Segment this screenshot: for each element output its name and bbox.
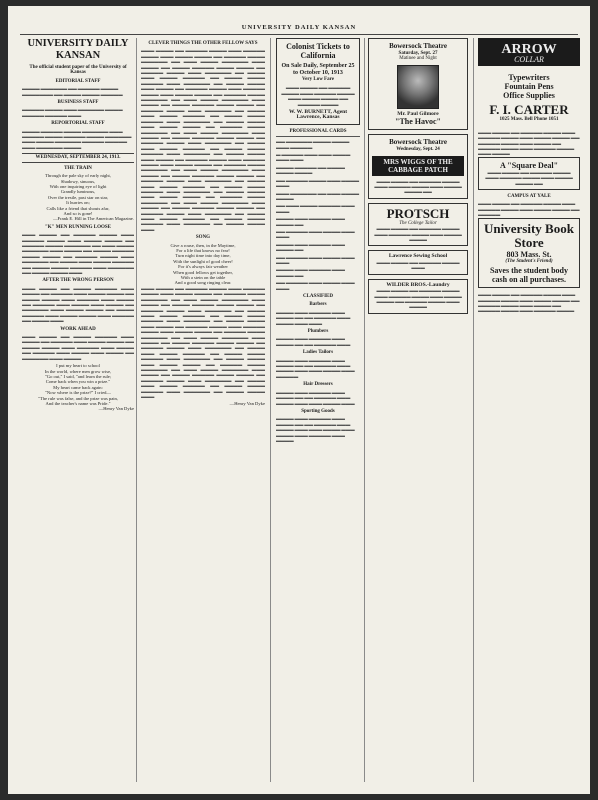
credit: —Henry Van Dyke <box>229 401 265 407</box>
poem: I put my heart to school In the world, where men grow wise, "Go out," I said, "and learn the rule; Come back when you win a prize." My heart came back again: "Now where is the prize?" I cried— "The rule was false, and the prize was pain, And the teacher's name was Pride." —Henry Van Dyke <box>38 363 134 412</box>
article-heading: SONG <box>195 235 211 241</box>
column-1 <box>22 38 134 788</box>
theatre-ad: Bowersock Theatre Saturday, Sept. 27 Matinee and Night Mr. Paul Gilmore "The Havoc" <box>368 38 468 130</box>
theatre-ad: Bowersock Theatre Wednesday, Sept. 24 MRS WIGGS OF THE CABBAGE PATCH ▬▬▬ ▬▬▬▬ ▬▬ ▬▬▬▬▬ ▬▬▬▬ ▬▬▬ ▬▬▬▬▬ ▬▬▬▬ ▬▬▬ ▬▬▬▬ ▬▬▬▬ ▬▬ <box>368 134 468 199</box>
bookstore-ad: University Book Store 803 Mass. St. (The Student's Friend) Saves the student body cash on all purchases. <box>478 218 580 288</box>
article-heading: WORK AHEAD <box>60 326 96 332</box>
column-divider <box>136 38 137 782</box>
sewing-school-ad: Lawrence Sewing School ▬▬▬ ▬▬▬▬ ▬▬ ▬▬▬▬▬ ▬▬▬▬ ▬▬▬ <box>368 250 468 274</box>
section-heading: Sporting Goods <box>301 408 335 414</box>
article-heading: THE TRAIN <box>64 165 92 171</box>
staff-list: ▬▬▬▬ ▬▬▬▬▬▬ ▬▬ ▬▬▬▬▬ ▬▬▬▬ ▬▬▬▬▬▬▬ ▬▬ ▬▬▬▬ ▬▬▬▬ ▬▬▬▬▬ <box>22 86 123 97</box>
newspaper-page <box>8 6 590 794</box>
section-heading: Plumbers <box>307 329 329 335</box>
section-heading: Barbers <box>309 302 327 308</box>
section-heading: Ladies Tailors <box>302 350 334 356</box>
article-body: ▬▬▬ ▬▬▬▬ ▬▬ ▬▬▬▬▬ ▬▬▬▬ ▬▬▬ ▬▬▬▬▬ ▬▬▬▬ ▬▬▬ ▬▬▬▬ ▬▬▬▬ ▬▬ ▬▬▬▬▬ ▬▬▬▬ ▬▬▬▬▬▬ ▬▬ ▬▬▬ ▬▬▬▬ ▬▬▬▬▬▬ ▬▬▬ ▬▬▬▬ ▬▬ ▬▬▬▬ ▬▬▬▬▬ ▬▬▬▬ ▬▬▬▬ ▬▬ ▬▬▬▬▬ ▬▬▬▬ ▬▬▬ ▬▬▬▬▬▬ ▬▬ ▬▬▬▬ ▬▬▬ ▬▬▬▬ ▬▬▬▬▬ ▬▬ ▬▬▬▬ ▬▬▬▬ ▬▬▬▬▬ ▬▬▬ ▬▬▬▬▬▬ ▬▬ ▬▬▬▬ ▬▬▬▬ ▬▬▬ ▬▬▬▬ ▬▬ ▬▬▬▬▬ ▬▬▬▬ ▬▬▬ ▬▬▬▬▬ ▬▬▬▬ ▬▬▬ ▬▬▬▬ ▬▬▬▬ ▬▬ ▬▬▬▬▬ ▬▬▬▬ ▬▬▬▬▬▬ ▬▬ ▬▬▬ ▬▬▬▬ ▬▬▬▬▬▬ ▬▬▬ ▬▬▬▬ ▬▬ ▬▬▬▬ ▬▬▬▬▬ ▬▬▬▬ ▬▬▬▬ ▬▬ ▬▬▬▬▬ ▬▬▬▬ ▬▬▬ ▬▬▬▬▬▬ ▬▬ ▬▬▬▬ ▬▬▬ ▬▬▬▬ ▬▬▬▬▬ ▬▬ ▬▬▬▬ ▬▬▬▬ ▬▬▬▬▬ ▬▬▬ ▬▬▬▬▬▬ ▬▬ ▬▬▬▬ ▬▬▬▬ ▬▬▬ ▬▬▬▬ ▬▬▬▬ ▬▬ ▬▬▬▬▬ ▬▬▬▬ ▬▬▬▬▬▬ ▬▬ ▬▬▬ ▬▬▬▬ ▬▬▬▬▬▬ ▬▬▬ ▬▬▬▬ ▬▬ ▬▬▬▬ ▬▬▬▬▬ ▬▬▬▬ ▬▬▬▬ ▬▬ ▬▬▬▬▬ ▬▬▬▬ ▬▬▬ ▬▬▬▬▬▬ ▬▬ ▬▬▬▬ ▬▬▬ ▬▬▬▬ ▬▬▬▬▬ ▬▬ ▬▬▬▬ ▬▬▬▬ ▬▬▬▬▬ ▬▬▬ ▬▬▬▬▬▬ ▬▬ ▬▬▬▬ ▬▬▬▬ ▬▬▬ <box>141 285 265 399</box>
article-heading: "K" MEN RUNNING LOOSE <box>45 224 111 230</box>
article-body: ▬▬▬ ▬▬▬▬ ▬▬ ▬▬▬▬▬ ▬▬▬▬ ▬▬▬ ▬▬▬▬▬ ▬▬▬▬ ▬▬▬ ▬▬▬▬ ▬▬▬▬ ▬▬ ▬▬▬▬▬ ▬▬▬▬ ▬▬▬▬▬▬ ▬▬ ▬▬▬ ▬▬▬▬ ▬▬▬▬▬▬ ▬▬▬ ▬▬▬▬ ▬▬ ▬▬▬▬ ▬▬▬▬▬ ▬▬▬▬ ▬▬▬▬ ▬▬ ▬▬▬▬▬ ▬▬▬▬ ▬▬▬ ▬▬▬▬▬▬ ▬▬ ▬▬▬▬ ▬▬▬ ▬▬▬▬ ▬▬▬▬▬ ▬▬ ▬▬▬▬ ▬▬▬▬ ▬▬▬▬▬ ▬▬▬ ▬▬▬▬▬▬ ▬▬ ▬▬▬▬ ▬▬▬▬ ▬▬▬ <box>22 232 134 275</box>
tagline: The official student paper of the University of Kansas <box>29 65 127 76</box>
poem: Give a rouse, then, in the Maytime, For a life that knows no fear! Turn night time into day time, With the sunlight of good cheer! For it's always fair weather When good fellows get together, With a stein on the table And a good song ringing clear. <box>170 242 236 286</box>
protsch-ad: PROTSCH The College Tailor ▬▬▬ ▬▬▬▬ ▬▬ ▬▬▬▬▬ ▬▬▬▬ ▬▬▬ ▬▬▬▬▬ ▬▬▬▬ ▬▬▬ ▬▬▬▬ ▬▬▬▬ <box>368 203 468 247</box>
editorial-staff-heading: EDITORIAL STAFF <box>55 78 101 84</box>
column-divider <box>270 38 271 782</box>
masthead: UNIVERSITY DAILY KANSAN <box>27 38 129 61</box>
running-title: UNIVERSITY DAILY KANSAN <box>241 24 357 31</box>
article-heading: AFTER THE WRONG PERSON <box>42 278 114 284</box>
section-heading: Hair Dressers <box>303 382 333 388</box>
business-staff-heading: BUSINESS STAFF <box>57 100 99 106</box>
actor-photo <box>397 65 439 109</box>
poem: Through the pale sky of early night, Shadowy, sinuous, With one inquiring eye of light Grandly luminous, Over the trestle, past star on star, It hurries on; Calls like a friend that shouts afar, And so is gone! —Frank E. Hill in The American Magazine. <box>45 173 134 222</box>
directory-list: ▬▬ ▬▬▬▬▬▬ ▬▬▬▬ ▬▬▬▬ ▬▬▬ ▬▬▬▬▬ ▬ ▬▬▬▬▬ ▬▬▬ ▬▬▬ ▬▬▬▬ ▬▬▬ ▬▬▬ ▬▬▬▬ ▬▬▬▬▬ ▬▬ ▬▬▬▬ ▬▬▬▬ ▬▬▬▬ ▬▬ ▬▬▬▬▬ ▬▬▬▬ ▬▬▬ ▬▬▬▬ ▬▬▬ ▬▬▬ ▬▬▬▬▬▬ ▬▬ ▬▬▬ ▬▬▬▬ ▬▬▬▬ ▬▬ ▬▬▬ ▬▬▬▬ ▬▬▬▬▬ ▬▬▬ ▬▬▬ ▬▬▬▬ ▬▬▬ ▬▬▬▬▬ ▬▬▬ ▬▬▬▬ ▬▬ ▬▬ ▬▬▬▬▬ ▬▬▬ ▬▬▬▬ ▬▬▬ ▬▬▬ ▬▬▬▬ ▬▬▬ ▬▬▬▬▬ ▬▬▬ ▬▬▬▬ ▬▬ ▬▬ ▬▬▬▬▬ ▬▬▬ ▬▬▬▬ ▬▬▬ ▬▬▬ ▬▬▬▬ ▬▬▬ ▬▬▬▬▬ ▬▬▬ ▬▬▬▬ ▬▬ ▬▬ ▬▬▬▬▬ ▬▬▬ ▬▬▬▬ ▬▬▬ ▬▬▬ <box>276 136 360 291</box>
column-divider <box>364 38 365 782</box>
article-heading: CLEVER THINGS THE OTHER FELLOW SAYS <box>148 41 258 46</box>
article-body: ▬▬▬ ▬▬▬▬ ▬▬ ▬▬▬▬▬ ▬▬▬▬ ▬▬▬ ▬▬▬▬▬ ▬▬▬▬ ▬▬▬ ▬▬▬▬ ▬▬▬▬ ▬▬ ▬▬▬▬▬ ▬▬▬▬ ▬▬▬▬▬▬ ▬▬ ▬▬▬ ▬▬▬▬ ▬▬▬▬▬▬ ▬▬▬ ▬▬▬▬ ▬▬ ▬▬▬▬ ▬▬▬▬▬ ▬▬▬▬ ▬▬▬▬ ▬▬ ▬▬▬▬▬ ▬▬▬▬ ▬▬▬ ▬▬▬▬▬▬ ▬▬ ▬▬▬▬ ▬▬▬ ▬▬▬▬ ▬▬▬▬▬ ▬▬ ▬▬▬▬ ▬▬▬▬ ▬▬▬▬▬ ▬▬▬ ▬▬▬▬▬▬ ▬▬ ▬▬▬▬ ▬▬▬▬ ▬▬▬ ▬▬▬▬ ▬▬ ▬▬▬▬▬ ▬▬▬▬ ▬▬▬ ▬▬▬▬▬ ▬▬▬▬ ▬▬▬ ▬▬▬▬ ▬▬▬▬ ▬▬ ▬▬▬▬▬ ▬▬▬▬ ▬▬▬▬▬▬ ▬▬ ▬▬▬ ▬▬▬▬ ▬▬▬▬▬▬ ▬▬▬ ▬▬▬▬ ▬▬ ▬▬▬▬ ▬▬▬▬▬ ▬▬▬▬ ▬▬▬▬ ▬▬ ▬▬▬▬▬ ▬▬▬▬ ▬▬▬ ▬▬▬▬▬▬ ▬▬ ▬▬▬▬ ▬▬▬ ▬▬▬▬ ▬▬▬▬▬ ▬▬ ▬▬▬▬ ▬▬▬▬ ▬▬▬▬▬ ▬▬▬ ▬▬▬▬▬▬ ▬▬ ▬▬▬▬ ▬▬▬▬ ▬▬▬ ▬▬▬▬ ▬▬▬▬ ▬▬ ▬▬▬▬▬ ▬▬▬▬ ▬▬▬▬▬▬ ▬▬ ▬▬▬ ▬▬▬▬ ▬▬▬▬▬▬ ▬▬▬ ▬▬▬▬ ▬▬ ▬▬▬▬ ▬▬▬▬▬ ▬▬▬▬ ▬▬▬▬ ▬▬ ▬▬▬▬▬ ▬▬▬▬ ▬▬▬ ▬▬▬▬▬▬ ▬▬ ▬▬▬▬ ▬▬▬ ▬▬▬▬ ▬▬▬▬▬ ▬▬ ▬▬▬▬ ▬▬▬▬ ▬▬▬▬▬ ▬▬▬ ▬▬▬▬▬▬ ▬▬ ▬▬▬▬ ▬▬▬▬ ▬▬▬ ▬▬▬▬ ▬▬ ▬▬▬▬▬ ▬▬▬▬ ▬▬▬ ▬▬▬▬▬ ▬▬▬▬ ▬▬▬ ▬▬▬▬ ▬▬▬▬ ▬▬ ▬▬▬▬▬ ▬▬▬▬ ▬▬▬▬▬▬ ▬▬ ▬▬▬ ▬▬▬▬ ▬▬▬▬▬▬ ▬▬▬ ▬▬▬▬ ▬▬ ▬▬▬▬ ▬▬▬▬▬ ▬▬▬▬ ▬▬▬▬ ▬▬ ▬▬▬▬▬ ▬▬▬▬ ▬▬▬ ▬▬▬▬▬▬ ▬▬ ▬▬▬▬ ▬▬▬ ▬▬▬▬ ▬▬▬▬▬ ▬▬ ▬▬▬▬ ▬▬▬▬ ▬▬▬▬▬ ▬▬▬ ▬▬▬▬▬▬ ▬▬ ▬▬▬▬ ▬▬▬▬ ▬▬▬ ▬▬▬▬ ▬▬▬▬ ▬▬ ▬▬▬▬▬ ▬▬▬▬ ▬▬▬▬▬▬ ▬▬ ▬▬▬ ▬▬▬▬ ▬▬▬▬▬▬ ▬▬▬ ▬▬▬▬ ▬▬ ▬▬▬▬ ▬▬▬▬▬ ▬▬▬▬ ▬▬▬▬ ▬▬ ▬▬▬▬▬ ▬▬▬▬ ▬▬▬ ▬▬▬▬▬▬ ▬▬ ▬▬▬▬ ▬▬▬ ▬▬▬▬ ▬▬▬▬▬ ▬▬ ▬▬▬▬ ▬▬▬▬ ▬▬▬▬▬ ▬▬▬ ▬▬▬▬▬▬ ▬▬ ▬▬▬▬ ▬▬▬▬ ▬▬▬ <box>141 48 265 232</box>
collar-ad: ARROW COLLAR <box>478 38 580 66</box>
section-heading: CAMPUS AT YALE <box>507 194 551 200</box>
supplies-ad: Typewriters Fountain Pens Office Supplies F. I. CARTER 1025 Mass. Bell Phone 1051 <box>489 73 569 123</box>
square-deal-ad: A "Square Deal" ▬▬▬ ▬▬▬▬ ▬▬ ▬▬▬▬▬ ▬▬▬▬ ▬▬▬ ▬▬▬▬▬ ▬▬▬▬ ▬▬▬ ▬▬▬▬ ▬▬▬▬ ▬▬ <box>478 157 580 190</box>
staff-list: ▬▬▬▬▬ ▬▬▬▬ ▬▬▬ ▬▬▬▬▬▬ ▬▬▬▬ ▬▬▬▬▬ ▬▬▬▬▬ ▬▬▬ <box>22 107 123 118</box>
staff-list: ▬▬▬▬ ▬▬▬▬▬ ▬▬▬▬ ▬▬▬▬▬▬ ▬▬▬ ▬▬▬▬▬ ▬▬▬▬ ▬▬▬▬▬ ▬▬▬▬ ▬▬▬▬▬▬ ▬▬▬ ▬▬▬▬ ▬▬▬▬▬▬ ▬▬▬▬▬ ▬▬▬▬▬ ▬▬▬ ▬▬▬▬▬▬ ▬▬▬▬ <box>22 128 132 150</box>
professional-cards-heading: PROFESSIONAL CARDS <box>289 128 347 134</box>
column-4 <box>368 38 468 788</box>
top-rule <box>20 34 578 35</box>
column-divider <box>473 38 474 782</box>
laundry-ad: WILDER BROS.-Laundry ▬▬▬ ▬▬▬▬ ▬▬ ▬▬▬▬▬ ▬▬▬▬ ▬▬▬ ▬▬▬▬▬ ▬▬▬▬ ▬▬▬ ▬▬▬▬ ▬▬▬▬ ▬▬ ▬▬▬▬▬ ▬▬▬▬ ▬▬▬ ▬▬▬▬ <box>368 279 468 314</box>
colonist-tickets-ad: Colonist Tickets to California On Sale Daily, September 25 to October 10, 1913 Very Low Fare ▬▬▬ ▬▬▬▬ ▬▬ ▬▬▬▬▬ ▬▬▬▬ ▬▬▬ ▬▬▬▬▬ ▬▬▬▬ ▬▬▬ ▬▬▬▬ ▬▬▬▬ ▬▬ ▬▬▬▬▬ ▬▬▬▬ W. W. BURNETT, Agent Lawrence, Kansas <box>276 38 360 125</box>
classified-heading: CLASSIFIED <box>302 294 333 299</box>
article-body: ▬▬▬ ▬▬▬▬ ▬▬ ▬▬▬▬ ▬▬▬▬▬ ▬▬▬ ▬▬▬▬ ▬▬ ▬▬▬▬▬ ▬▬▬ ▬▬▬▬ ▬▬▬▬ ▬▬ ▬▬▬▬ ▬▬▬▬ ▬▬▬ ▬▬▬▬▬ ▬▬▬ ▬▬▬▬ ▬▬ ▬▬▬▬▬ ▬▬▬ ▬▬▬▬ ▬▬▬ ▬▬▬▬ ▬▬ ▬▬▬▬▬▬ ▬▬▬ ▬▬▬▬ <box>22 334 134 361</box>
reportorial-staff-heading: REPORTORIAL STAFF <box>51 121 105 127</box>
column-2 <box>141 38 265 788</box>
dateline: WEDNESDAY, SEPTEMBER 24, 1913. <box>22 153 134 162</box>
column-5: ARROW COLLAR Typewriters Fountain Pens Office Supplies F. I. CARTER 1025 Mass. Bell Phone 1051 ▬▬▬ ▬▬▬▬ ▬▬ ▬▬▬▬▬ ▬▬▬▬ ▬▬▬ ▬▬▬▬▬ ▬▬▬▬ ▬▬▬ ▬▬▬▬ ▬▬▬▬ ▬▬ ▬▬▬▬▬ ▬▬▬▬ ▬▬▬ ▬▬▬▬ ▬▬ ▬▬▬▬▬ ▬▬▬▬ ▬▬▬ ▬▬▬▬▬ ▬▬▬▬ ▬▬▬ ▬▬▬▬ A "Square Deal" ▬▬▬ ▬▬▬▬ ▬▬ ▬▬▬▬▬ ▬▬▬▬ ▬▬▬ ▬▬▬▬▬ ▬▬▬▬ ▬▬▬ ▬▬▬▬ ▬▬▬▬ ▬▬ CAMPUS AT YALE ▬▬▬ ▬▬▬▬ ▬▬ ▬▬▬▬▬ ▬▬▬▬ ▬▬▬ ▬▬▬▬▬ ▬▬▬▬ ▬▬▬ ▬▬▬▬ ▬▬▬▬ ▬▬ ▬▬▬▬▬ University Book Store 803 Mass. St. (The Student's Friend) Saves the student body cash on all purchases. ▬▬▬ ▬▬▬▬ ▬▬ ▬▬▬▬▬ ▬▬▬▬ ▬▬▬ ▬▬▬▬▬ ▬▬▬▬ ▬▬▬ ▬▬▬▬ ▬▬▬▬ ▬▬ ▬▬▬▬▬ ▬▬▬▬ ▬▬▬ ▬▬▬▬ ▬▬ ▬▬▬▬▬ ▬▬▬▬ ▬▬▬ ▬▬▬▬▬ ▬▬▬▬ <box>478 38 580 788</box>
column-3: Colonist Tickets to California On Sale Daily, September 25 to October 10, 1913 Very Low Fare ▬▬▬ ▬▬▬▬ ▬▬ ▬▬▬▬▬ ▬▬▬▬ ▬▬▬ ▬▬▬▬▬ ▬▬▬▬ ▬▬▬ ▬▬▬▬ ▬▬▬▬ ▬▬ ▬▬▬▬▬ ▬▬▬▬ W. W. BURNETT, Agent Lawrence, Kansas PROFESSIONAL CARDS ▬▬ ▬▬▬▬▬▬ ▬▬▬▬ ▬▬▬▬ ▬▬▬ ▬▬▬▬▬ ▬ ▬▬▬▬▬ ▬▬▬ ▬▬▬ ▬▬▬▬ ▬▬▬ ▬▬▬ ▬▬▬▬ ▬▬▬▬▬ ▬▬ ▬▬▬▬ ▬▬▬▬ ▬▬▬▬ ▬▬ ▬▬▬▬▬ ▬▬▬▬ ▬▬▬ ▬▬▬▬ ▬▬▬ ▬▬▬ ▬▬▬▬▬▬ ▬▬ ▬▬▬ ▬▬▬▬ ▬▬▬▬ ▬▬ ▬▬▬ ▬▬▬▬ ▬▬▬▬▬ ▬▬▬ ▬▬▬ ▬▬▬▬ ▬▬▬ ▬▬▬▬▬ ▬▬▬ ▬▬▬▬ ▬▬ ▬▬ ▬▬▬▬▬ ▬▬▬ ▬▬▬▬ ▬▬▬ ▬▬▬ ▬▬▬▬ ▬▬▬ ▬▬▬▬▬ ▬▬▬ ▬▬▬▬ ▬▬ ▬▬ ▬▬▬▬▬ ▬▬▬ ▬▬▬▬ ▬▬▬ ▬▬▬ ▬▬▬▬ ▬▬▬ ▬▬▬▬▬ ▬▬▬ ▬▬▬▬ ▬▬ ▬▬ ▬▬▬▬▬ ▬▬▬ ▬▬▬▬ ▬▬▬ ▬▬▬ CLASSIFIED Barbers ▬▬▬▬ ▬▬▬ ▬▬▬▬▬ ▬▬▬ ▬▬▬▬ ▬▬ ▬▬ ▬▬▬▬▬ ▬▬▬ ▬▬▬▬ ▬▬▬ ▬▬▬ Plumbers ▬▬▬▬ ▬▬▬ ▬▬▬▬▬ ▬▬▬ ▬▬▬▬ ▬▬ ▬▬ ▬▬▬▬▬ ▬▬▬ Ladies Tailors ▬▬▬▬ ▬▬▬ ▬▬▬▬▬ ▬▬▬ ▬▬▬▬ ▬▬ ▬▬ ▬▬▬▬▬ ▬▬▬ ▬▬▬▬ ▬▬▬ ▬▬▬ ▬▬▬▬ ▬▬▬ ▬▬▬▬▬ Hair Dressers ▬▬▬▬ ▬▬▬ ▬▬▬▬▬ ▬▬▬ ▬▬▬▬ ▬▬ ▬▬ ▬▬▬▬▬ ▬▬▬ ▬▬▬▬ ▬▬▬ ▬▬▬ ▬▬▬▬ ▬▬▬ Sporting Goods ▬▬▬▬ ▬▬▬ ▬▬▬▬▬ ▬▬▬ ▬▬▬▬ ▬▬ ▬▬ ▬▬▬▬▬ ▬▬▬ ▬▬▬▬ ▬▬▬ ▬▬▬ ▬▬▬▬ ▬▬▬ ▬▬▬▬ ▬▬▬ ▬▬▬▬▬ ▬▬▬ ▬▬▬▬ <box>276 38 360 788</box>
article-body: ▬▬▬ ▬▬▬▬ ▬▬ ▬▬▬▬ ▬▬▬▬▬ ▬▬▬ ▬▬▬▬ ▬▬ ▬▬▬▬▬ ▬▬▬ ▬▬▬▬ ▬▬▬▬ ▬▬ ▬▬▬▬ ▬▬▬▬ ▬▬▬ ▬▬▬▬▬ ▬▬▬ ▬▬▬▬ ▬▬ ▬▬▬▬▬ ▬▬▬ ▬▬▬▬ ▬▬▬ ▬▬▬▬ ▬▬ ▬▬▬▬▬▬ ▬▬▬ ▬▬▬▬ ▬▬▬▬ ▬▬ ▬▬▬▬ ▬▬▬▬▬ ▬▬▬ ▬▬▬▬ ▬▬▬▬ ▬▬▬ ▬▬▬▬▬ ▬▬ ▬▬▬▬ ▬▬▬ <box>22 285 134 324</box>
